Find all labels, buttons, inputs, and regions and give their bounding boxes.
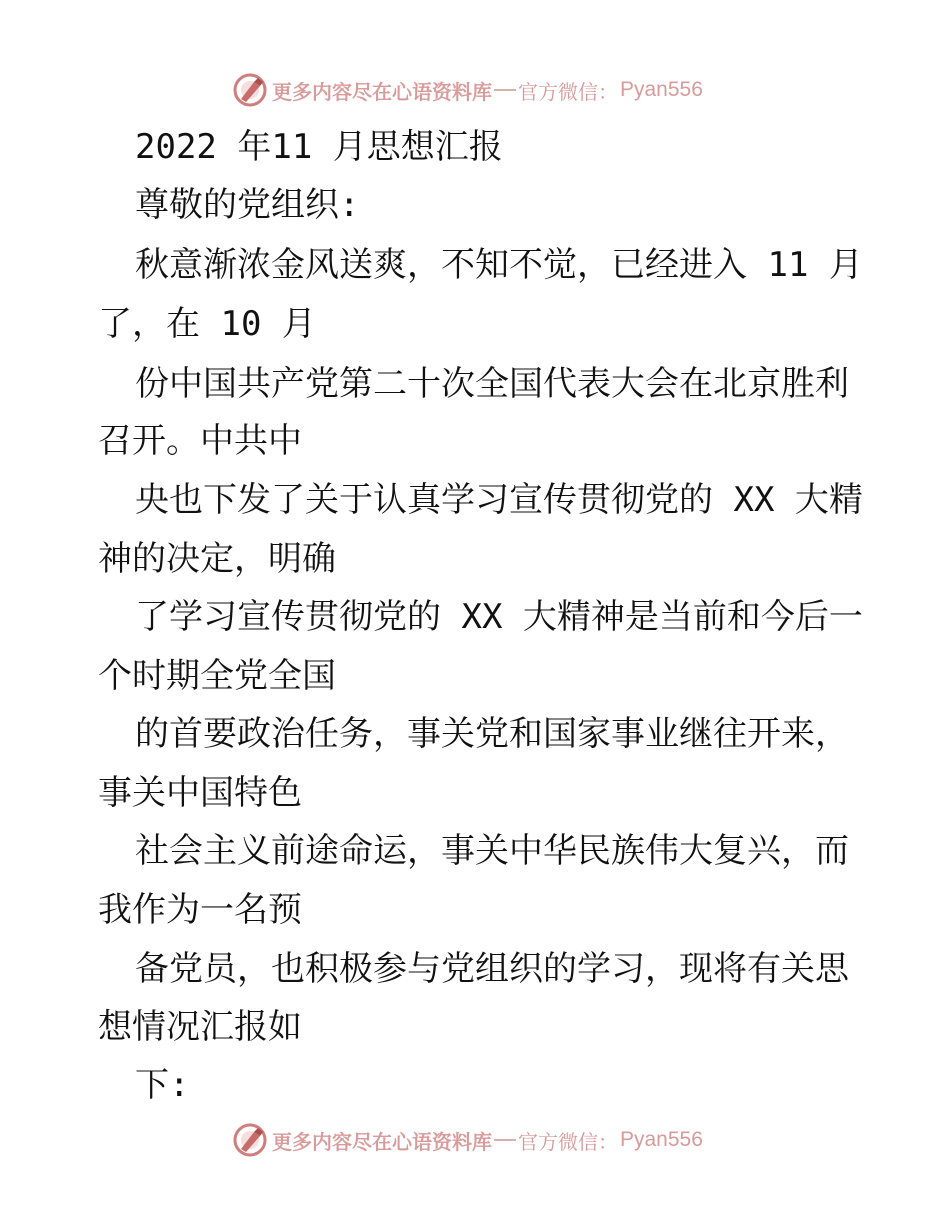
header-watermark bbox=[232, 70, 703, 110]
body-line: 份中国共产党第二十次全国代表大会在北京胜利 bbox=[135, 364, 849, 404]
body-line: 央也下发了关于认真学习宣传贯彻党的 XX 大精 bbox=[135, 480, 863, 520]
divider-dash bbox=[494, 89, 516, 91]
pen-nib-logo-icon bbox=[232, 72, 268, 108]
document-title: 2022 年11 月思想汇报 bbox=[135, 127, 503, 167]
body-line: 下: bbox=[135, 1065, 190, 1105]
body-line: 事关中国特色 bbox=[98, 773, 302, 813]
wechat-label: 官方微信： bbox=[518, 1129, 618, 1154]
body-line: 个时期全党全国 bbox=[98, 656, 336, 696]
body-line: 召开。中共中 bbox=[98, 421, 302, 461]
body-line: 神的决定，明确 bbox=[98, 539, 336, 579]
pen-nib-logo-icon bbox=[232, 1122, 268, 1158]
brand-text: 更多内容尽在心语资料库 bbox=[272, 1129, 492, 1154]
body-line: 想情况汇报如 bbox=[98, 1007, 302, 1047]
brand-text: 更多内容尽在心语资料库 bbox=[272, 79, 492, 104]
wechat-label: 官方微信： bbox=[518, 79, 618, 104]
body-line: 的首要政治任务，事关党和国家事业继往开来， bbox=[135, 714, 849, 754]
wechat-handle: Pyan556 bbox=[620, 78, 703, 101]
body-line: 我作为一名预 bbox=[98, 890, 302, 930]
divider-dash bbox=[494, 1139, 516, 1141]
salutation: 尊敬的党组织: bbox=[135, 185, 360, 225]
wechat-handle: Pyan556 bbox=[620, 1128, 703, 1151]
body-line: 了，在 10 月 bbox=[98, 304, 316, 344]
body-line: 了学习宣传贯彻党的 XX 大精神是当前和今后一 bbox=[135, 597, 863, 637]
footer-watermark bbox=[232, 1120, 703, 1160]
body-line: 备党员，也积极参与党组织的学习，现将有关思 bbox=[135, 949, 849, 989]
body-line: 社会主义前途命运，事关中华民族伟大复兴，而 bbox=[135, 831, 849, 871]
body-line: 秋意渐浓金风送爽，不知不觉，已经进入 11 月 bbox=[135, 245, 863, 285]
